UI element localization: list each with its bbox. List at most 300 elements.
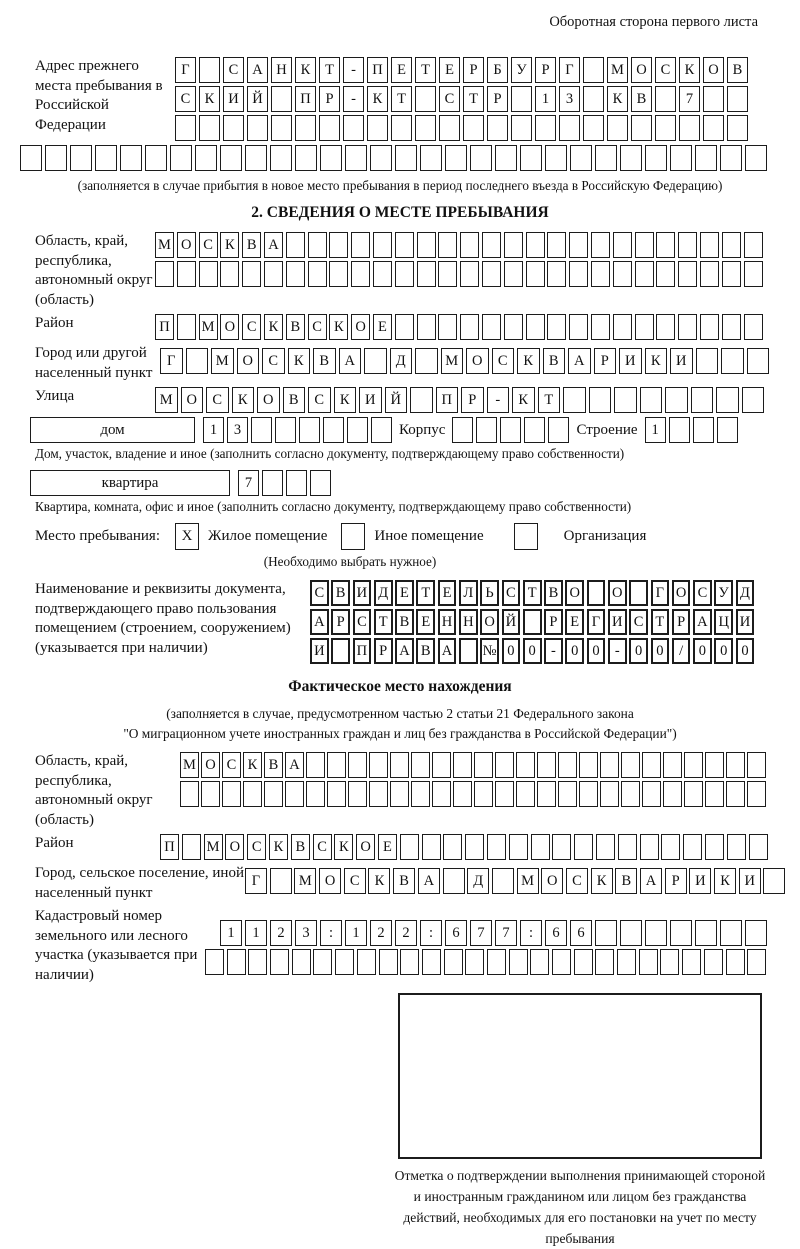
char-cell[interactable]: Р xyxy=(535,57,556,83)
char-cell[interactable] xyxy=(351,232,370,258)
char-cell[interactable] xyxy=(726,949,745,975)
char-cell[interactable] xyxy=(313,949,332,975)
char-cell[interactable] xyxy=(516,752,535,778)
char-cell[interactable]: - xyxy=(343,86,364,112)
char-cell[interactable] xyxy=(596,834,615,860)
char-cell[interactable] xyxy=(492,868,514,894)
char-cell[interactable] xyxy=(700,232,719,258)
char-cell[interactable] xyxy=(663,781,682,807)
char-cell[interactable]: О xyxy=(237,348,260,374)
char-cell[interactable] xyxy=(201,781,220,807)
char-cell[interactable]: Е xyxy=(395,580,414,606)
char-cell[interactable] xyxy=(295,145,317,171)
char-cell[interactable]: К xyxy=(220,232,239,258)
char-cell[interactable]: Р xyxy=(665,868,687,894)
char-cell[interactable] xyxy=(286,261,305,287)
char-cell[interactable] xyxy=(696,348,719,374)
char-cell[interactable] xyxy=(285,781,304,807)
char-cell[interactable]: 0 xyxy=(714,638,733,664)
char-cell[interactable] xyxy=(432,781,451,807)
char-cell[interactable]: О xyxy=(177,232,196,258)
char-cell[interactable]: 1 xyxy=(220,920,242,946)
char-cell[interactable] xyxy=(227,949,246,975)
char-cell[interactable]: А xyxy=(264,232,283,258)
char-cell[interactable] xyxy=(476,417,497,443)
char-cell[interactable] xyxy=(438,261,457,287)
char-cell[interactable] xyxy=(614,387,637,413)
char-cell[interactable]: О xyxy=(480,609,499,635)
char-cell[interactable]: А xyxy=(640,868,662,894)
char-cell[interactable] xyxy=(574,834,593,860)
char-cell[interactable] xyxy=(591,261,610,287)
char-cell[interactable] xyxy=(705,781,724,807)
char-cell[interactable] xyxy=(438,314,457,340)
char-cell[interactable] xyxy=(444,949,463,975)
char-cell[interactable]: Д xyxy=(390,348,413,374)
char-cell[interactable] xyxy=(417,314,436,340)
char-cell[interactable]: С xyxy=(629,609,648,635)
char-cell[interactable] xyxy=(45,145,67,171)
char-cell[interactable]: А xyxy=(438,638,457,664)
char-cell[interactable]: С xyxy=(242,314,261,340)
char-cell[interactable] xyxy=(683,834,702,860)
char-cell[interactable]: С xyxy=(308,387,331,413)
char-cell[interactable] xyxy=(487,949,506,975)
char-cell[interactable]: Р xyxy=(331,609,350,635)
char-cell[interactable]: В xyxy=(286,314,305,340)
char-cell[interactable] xyxy=(410,387,433,413)
char-cell[interactable]: Р xyxy=(544,609,563,635)
char-cell[interactable]: С xyxy=(199,232,218,258)
char-cell[interactable] xyxy=(453,781,472,807)
char-cell[interactable] xyxy=(270,868,292,894)
char-cell[interactable] xyxy=(720,920,742,946)
char-cell[interactable] xyxy=(395,145,417,171)
char-cell[interactable] xyxy=(747,348,770,374)
char-cell[interactable]: С xyxy=(310,580,329,606)
char-cell[interactable] xyxy=(299,417,320,443)
char-cell[interactable] xyxy=(395,232,414,258)
char-cell[interactable]: / xyxy=(672,638,691,664)
char-cell[interactable] xyxy=(682,949,701,975)
char-cell[interactable]: - xyxy=(544,638,563,664)
char-cell[interactable] xyxy=(367,115,388,141)
char-cell[interactable]: С xyxy=(222,752,241,778)
char-cell[interactable] xyxy=(722,261,741,287)
char-cell[interactable]: В xyxy=(544,580,563,606)
char-cell[interactable] xyxy=(595,920,617,946)
char-cell[interactable]: К xyxy=(243,752,262,778)
char-cell[interactable]: Е xyxy=(391,57,412,83)
char-cell[interactable]: М xyxy=(155,387,178,413)
char-cell[interactable]: П xyxy=(353,638,372,664)
char-cell[interactable] xyxy=(537,781,556,807)
char-cell[interactable]: К xyxy=(295,57,316,83)
char-cell[interactable]: М xyxy=(204,834,223,860)
char-cell[interactable] xyxy=(629,580,648,606)
char-cell[interactable]: 3 xyxy=(295,920,317,946)
char-cell[interactable] xyxy=(308,261,327,287)
char-cell[interactable] xyxy=(558,781,577,807)
char-cell[interactable] xyxy=(415,348,438,374)
char-cell[interactable] xyxy=(721,348,744,374)
char-cell[interactable] xyxy=(223,115,244,141)
char-cell[interactable] xyxy=(579,781,598,807)
char-cell[interactable]: М xyxy=(607,57,628,83)
char-cell[interactable] xyxy=(391,115,412,141)
char-cell[interactable] xyxy=(642,781,661,807)
char-cell[interactable]: 0 xyxy=(565,638,584,664)
char-cell[interactable] xyxy=(656,232,675,258)
char-cell[interactable] xyxy=(552,834,571,860)
char-cell[interactable] xyxy=(495,752,514,778)
char-cell[interactable]: 2 xyxy=(270,920,292,946)
char-cell[interactable]: 7 xyxy=(495,920,517,946)
char-cell[interactable]: О xyxy=(565,580,584,606)
char-cell[interactable]: К xyxy=(288,348,311,374)
char-cell[interactable]: С xyxy=(439,86,460,112)
char-cell[interactable]: 6 xyxy=(545,920,567,946)
char-cell[interactable] xyxy=(574,949,593,975)
char-cell[interactable] xyxy=(270,145,292,171)
char-cell[interactable] xyxy=(411,781,430,807)
char-cell[interactable] xyxy=(369,781,388,807)
char-cell[interactable] xyxy=(482,314,501,340)
char-cell[interactable] xyxy=(180,781,199,807)
char-cell[interactable]: Р xyxy=(461,387,484,413)
char-cell[interactable] xyxy=(175,115,196,141)
char-cell[interactable] xyxy=(205,949,224,975)
char-cell[interactable] xyxy=(438,232,457,258)
char-cell[interactable] xyxy=(271,86,292,112)
char-cell[interactable] xyxy=(727,834,746,860)
char-cell[interactable] xyxy=(722,232,741,258)
char-cell[interactable] xyxy=(679,115,700,141)
char-cell[interactable] xyxy=(509,834,528,860)
char-cell[interactable]: Е xyxy=(438,580,457,606)
char-cell[interactable]: Т xyxy=(415,57,436,83)
char-cell[interactable] xyxy=(482,232,501,258)
char-cell[interactable] xyxy=(583,57,604,83)
char-cell[interactable] xyxy=(595,949,614,975)
char-cell[interactable] xyxy=(470,145,492,171)
organization-checkbox[interactable] xyxy=(514,523,538,550)
char-cell[interactable]: С xyxy=(223,57,244,83)
char-cell[interactable] xyxy=(395,314,414,340)
char-cell[interactable] xyxy=(306,781,325,807)
char-cell[interactable]: В xyxy=(393,868,415,894)
char-cell[interactable] xyxy=(310,470,331,496)
char-cell[interactable] xyxy=(670,920,692,946)
char-cell[interactable]: 7 xyxy=(238,470,259,496)
char-cell[interactable] xyxy=(243,781,262,807)
char-cell[interactable]: 6 xyxy=(445,920,467,946)
char-cell[interactable] xyxy=(600,781,619,807)
char-cell[interactable]: Р xyxy=(594,348,617,374)
char-cell[interactable] xyxy=(744,261,763,287)
char-cell[interactable] xyxy=(703,115,724,141)
char-cell[interactable] xyxy=(569,314,588,340)
char-cell[interactable]: С xyxy=(175,86,196,112)
char-cell[interactable] xyxy=(583,86,604,112)
char-cell[interactable] xyxy=(495,781,514,807)
char-cell[interactable]: О xyxy=(225,834,244,860)
char-cell[interactable] xyxy=(70,145,92,171)
char-cell[interactable] xyxy=(563,387,586,413)
char-cell[interactable] xyxy=(678,261,697,287)
char-cell[interactable] xyxy=(248,949,267,975)
char-cell[interactable] xyxy=(271,115,292,141)
char-cell[interactable] xyxy=(703,86,724,112)
char-cell[interactable] xyxy=(726,781,745,807)
char-cell[interactable] xyxy=(395,261,414,287)
char-cell[interactable]: М xyxy=(294,868,316,894)
char-cell[interactable]: К xyxy=(517,348,540,374)
char-cell[interactable] xyxy=(600,752,619,778)
char-cell[interactable]: 0 xyxy=(502,638,521,664)
char-cell[interactable] xyxy=(617,949,636,975)
char-cell[interactable]: Е xyxy=(416,609,435,635)
char-cell[interactable] xyxy=(400,834,419,860)
char-cell[interactable] xyxy=(618,834,637,860)
char-cell[interactable]: О xyxy=(541,868,563,894)
char-cell[interactable] xyxy=(655,86,676,112)
char-cell[interactable] xyxy=(443,868,465,894)
char-cell[interactable]: Г xyxy=(160,348,183,374)
char-cell[interactable]: Н xyxy=(438,609,457,635)
char-cell[interactable] xyxy=(459,638,478,664)
char-cell[interactable] xyxy=(717,417,738,443)
char-cell[interactable] xyxy=(749,834,768,860)
char-cell[interactable]: В xyxy=(615,868,637,894)
char-cell[interactable]: В xyxy=(283,387,306,413)
char-cell[interactable] xyxy=(684,781,703,807)
char-cell[interactable]: 7 xyxy=(679,86,700,112)
char-cell[interactable] xyxy=(591,232,610,258)
char-cell[interactable] xyxy=(559,115,580,141)
char-cell[interactable]: - xyxy=(343,57,364,83)
char-cell[interactable]: К xyxy=(199,86,220,112)
char-cell[interactable] xyxy=(745,920,767,946)
char-cell[interactable]: О xyxy=(608,580,627,606)
char-cell[interactable]: М xyxy=(441,348,464,374)
char-cell[interactable] xyxy=(422,834,441,860)
char-cell[interactable] xyxy=(453,752,472,778)
char-cell[interactable]: 1 xyxy=(535,86,556,112)
char-cell[interactable] xyxy=(220,261,239,287)
char-cell[interactable]: И xyxy=(223,86,244,112)
char-cell[interactable]: И xyxy=(608,609,627,635)
char-cell[interactable]: Й xyxy=(502,609,521,635)
char-cell[interactable] xyxy=(373,232,392,258)
char-cell[interactable] xyxy=(335,949,354,975)
char-cell[interactable]: В xyxy=(264,752,283,778)
char-cell[interactable] xyxy=(264,781,283,807)
char-cell[interactable] xyxy=(747,781,766,807)
char-cell[interactable] xyxy=(247,115,268,141)
char-cell[interactable]: И xyxy=(736,609,755,635)
char-cell[interactable]: Т xyxy=(416,580,435,606)
char-cell[interactable] xyxy=(526,232,545,258)
char-cell[interactable]: Г xyxy=(651,580,670,606)
char-cell[interactable] xyxy=(745,145,767,171)
char-cell[interactable]: Е xyxy=(565,609,584,635)
char-cell[interactable] xyxy=(327,781,346,807)
char-cell[interactable]: И xyxy=(689,868,711,894)
char-cell[interactable] xyxy=(645,920,667,946)
char-cell[interactable]: - xyxy=(608,638,627,664)
char-cell[interactable] xyxy=(373,261,392,287)
char-cell[interactable] xyxy=(670,145,692,171)
char-cell[interactable]: М xyxy=(199,314,218,340)
char-cell[interactable]: 2 xyxy=(395,920,417,946)
char-cell[interactable]: К xyxy=(269,834,288,860)
char-cell[interactable]: 1 xyxy=(203,417,224,443)
char-cell[interactable] xyxy=(323,417,344,443)
char-cell[interactable]: К xyxy=(714,868,736,894)
char-cell[interactable]: : xyxy=(420,920,442,946)
char-cell[interactable] xyxy=(722,314,741,340)
char-cell[interactable]: П xyxy=(295,86,316,112)
char-cell[interactable] xyxy=(177,314,196,340)
char-cell[interactable]: 3 xyxy=(559,86,580,112)
char-cell[interactable]: Г xyxy=(559,57,580,83)
char-cell[interactable] xyxy=(331,638,350,664)
char-cell[interactable] xyxy=(245,145,267,171)
char-cell[interactable]: - xyxy=(487,387,510,413)
char-cell[interactable]: А xyxy=(339,348,362,374)
char-cell[interactable] xyxy=(640,387,663,413)
char-cell[interactable] xyxy=(656,261,675,287)
char-cell[interactable] xyxy=(587,580,606,606)
char-cell[interactable] xyxy=(460,232,479,258)
char-cell[interactable] xyxy=(460,314,479,340)
char-cell[interactable]: А xyxy=(395,638,414,664)
char-cell[interactable] xyxy=(695,920,717,946)
char-cell[interactable]: К xyxy=(264,314,283,340)
char-cell[interactable]: С xyxy=(206,387,229,413)
char-cell[interactable] xyxy=(569,232,588,258)
char-cell[interactable] xyxy=(693,417,714,443)
char-cell[interactable] xyxy=(579,752,598,778)
char-cell[interactable] xyxy=(195,145,217,171)
char-cell[interactable]: О xyxy=(257,387,280,413)
char-cell[interactable] xyxy=(264,261,283,287)
char-cell[interactable] xyxy=(286,470,307,496)
char-cell[interactable]: № xyxy=(480,638,499,664)
char-cell[interactable] xyxy=(716,387,739,413)
char-cell[interactable]: В xyxy=(727,57,748,83)
char-cell[interactable]: Е xyxy=(439,57,460,83)
char-cell[interactable]: М xyxy=(155,232,174,258)
char-cell[interactable] xyxy=(530,949,549,975)
char-cell[interactable] xyxy=(531,834,550,860)
char-cell[interactable]: О xyxy=(356,834,375,860)
char-cell[interactable] xyxy=(295,115,316,141)
char-cell[interactable] xyxy=(504,314,523,340)
char-cell[interactable] xyxy=(474,752,493,778)
char-cell[interactable] xyxy=(727,86,748,112)
char-cell[interactable]: П xyxy=(160,834,179,860)
char-cell[interactable]: Й xyxy=(247,86,268,112)
char-cell[interactable]: И xyxy=(619,348,642,374)
char-cell[interactable]: А xyxy=(247,57,268,83)
char-cell[interactable]: С xyxy=(655,57,676,83)
char-cell[interactable] xyxy=(411,752,430,778)
char-cell[interactable] xyxy=(642,752,661,778)
char-cell[interactable]: М xyxy=(180,752,199,778)
char-cell[interactable]: Г xyxy=(245,868,267,894)
char-cell[interactable] xyxy=(665,387,688,413)
char-cell[interactable] xyxy=(306,752,325,778)
char-cell[interactable]: А xyxy=(310,609,329,635)
char-cell[interactable] xyxy=(379,949,398,975)
char-cell[interactable] xyxy=(558,752,577,778)
char-cell[interactable] xyxy=(348,752,367,778)
char-cell[interactable] xyxy=(504,232,523,258)
char-cell[interactable]: Й xyxy=(385,387,408,413)
other-premises-checkbox[interactable] xyxy=(341,523,365,550)
char-cell[interactable] xyxy=(495,145,517,171)
char-cell[interactable] xyxy=(520,145,542,171)
char-cell[interactable] xyxy=(415,115,436,141)
char-cell[interactable]: К xyxy=(607,86,628,112)
char-cell[interactable]: С xyxy=(492,348,515,374)
char-cell[interactable] xyxy=(726,752,745,778)
char-cell[interactable] xyxy=(526,314,545,340)
char-cell[interactable] xyxy=(607,115,628,141)
char-cell[interactable]: В xyxy=(291,834,310,860)
char-cell[interactable]: 1 xyxy=(345,920,367,946)
char-cell[interactable] xyxy=(432,752,451,778)
char-cell[interactable]: К xyxy=(232,387,255,413)
char-cell[interactable]: В xyxy=(313,348,336,374)
char-cell[interactable] xyxy=(655,115,676,141)
char-cell[interactable] xyxy=(220,145,242,171)
char-cell[interactable] xyxy=(700,261,719,287)
char-cell[interactable]: А xyxy=(568,348,591,374)
char-cell[interactable] xyxy=(400,949,419,975)
char-cell[interactable]: : xyxy=(320,920,342,946)
char-cell[interactable] xyxy=(186,348,209,374)
char-cell[interactable]: Р xyxy=(463,57,484,83)
char-cell[interactable]: К xyxy=(334,834,353,860)
char-cell[interactable] xyxy=(345,145,367,171)
char-cell[interactable] xyxy=(509,949,528,975)
char-cell[interactable]: С xyxy=(247,834,266,860)
char-cell[interactable]: И xyxy=(670,348,693,374)
char-cell[interactable] xyxy=(390,752,409,778)
char-cell[interactable]: С xyxy=(502,580,521,606)
char-cell[interactable] xyxy=(660,949,679,975)
char-cell[interactable] xyxy=(635,314,654,340)
char-cell[interactable]: А xyxy=(285,752,304,778)
char-cell[interactable]: Г xyxy=(587,609,606,635)
char-cell[interactable] xyxy=(487,115,508,141)
char-cell[interactable]: С xyxy=(262,348,285,374)
char-cell[interactable] xyxy=(621,752,640,778)
char-cell[interactable] xyxy=(704,949,723,975)
char-cell[interactable] xyxy=(535,115,556,141)
char-cell[interactable] xyxy=(511,86,532,112)
char-cell[interactable]: О xyxy=(466,348,489,374)
char-cell[interactable] xyxy=(744,232,763,258)
char-cell[interactable] xyxy=(199,115,220,141)
char-cell[interactable] xyxy=(763,868,785,894)
char-cell[interactable] xyxy=(120,145,142,171)
char-cell[interactable] xyxy=(348,781,367,807)
char-cell[interactable]: Т xyxy=(538,387,561,413)
